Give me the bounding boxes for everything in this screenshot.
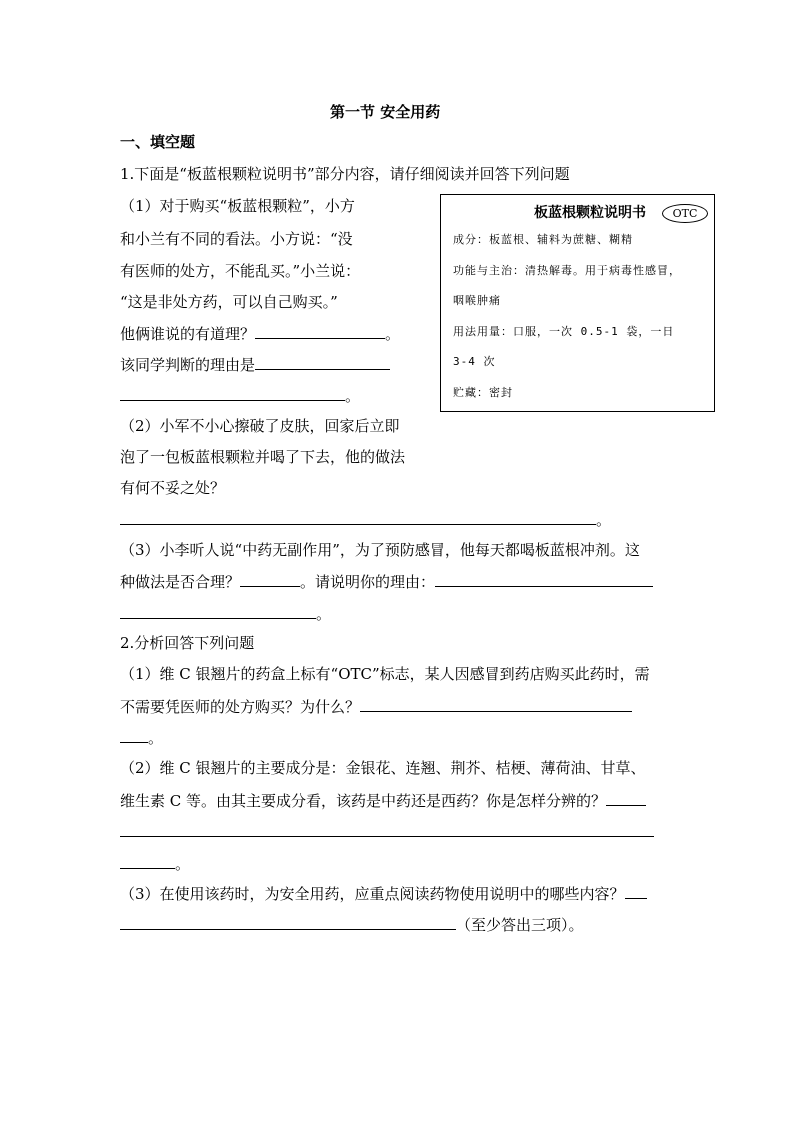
answer-blank-leaflet-2[interactable]	[120, 914, 456, 930]
page-title: 第一节 安全用药	[330, 103, 441, 121]
leaflet-title: 板蓝根颗粒说明书	[534, 205, 646, 221]
q1-1-line4: “这是非处方药，可以自己购买。”	[120, 293, 338, 311]
q2-intro: 2.分析回答下列问题	[120, 634, 255, 652]
q2-2-line3	[120, 821, 654, 842]
answer-blank-leaflet-1[interactable]	[625, 883, 647, 899]
q2-3-line1: （3）在使用该药时，为安全用药，应重点阅读药物使用说明中的哪些内容？	[120, 883, 647, 904]
answer-blank-explain-1[interactable]	[435, 571, 653, 587]
q2-2-line4: 。	[120, 853, 190, 874]
q1-1-line2: 和小兰有不同的看法。小方说：“没	[120, 230, 353, 248]
q2-3-line2: （至少答出三项）。	[120, 914, 584, 935]
q1-1-line3: 有医师的处方，不能乱买。”小兰说：	[120, 262, 361, 280]
q2-1-line2: 不需要凭医师的处方购买？为什么？	[120, 696, 632, 717]
leaflet-function-1: 功能与主治：清热解毒。用于病毒性感冒，	[453, 264, 681, 277]
q1-1-line6	[120, 354, 390, 375]
leaflet-function-2: 咽喉肿痛	[453, 294, 501, 307]
q1-1-line1: （1）对于购买“板蓝根颗粒”，小方	[120, 197, 355, 215]
q1-2-line3: 有何不妥之处？	[120, 479, 226, 497]
leaflet-dosage-1: 用法用量：口服，一次 0.5-1 袋，一日	[453, 325, 675, 338]
answer-blank-reasonable[interactable]	[240, 571, 300, 587]
q1-1-question-who: 他俩谁说的有道理？	[120, 325, 256, 343]
q1-1-line7: 。	[120, 385, 360, 406]
answer-blank-prescription-1[interactable]	[360, 696, 632, 712]
q2-1-line1: （1）维 C 银翘片的药盒上标有“OTC”标志，某人因感冒到药店购买此药时，需	[120, 665, 650, 683]
q1-1-line5: 他俩谁说的有道理？ 。	[120, 325, 401, 343]
answer-blank-improper[interactable]	[120, 509, 596, 525]
answer-blank-medicine-type-2[interactable]	[120, 821, 654, 837]
q1-2-line4: 。	[120, 509, 611, 530]
q1-3-line2: 种做法是否合理？ 。请说明你的理由：	[120, 571, 653, 592]
q1-1-question-reason: 该同学判断的理由是	[120, 356, 256, 374]
answer-blank-medicine-type-1[interactable]	[606, 790, 646, 806]
otc-badge: OTC	[662, 204, 708, 223]
q1-3-line1: （3）小李听人说“中药无副作用”，为了预防感冒，他每天都喝板蓝根冲剂。这	[120, 541, 640, 559]
answer-blank-prescription-2[interactable]	[120, 727, 148, 743]
q1-3-line3: 。	[120, 603, 331, 624]
q2-1-line3: 。	[120, 727, 163, 748]
answer-blank-medicine-type-3[interactable]	[120, 853, 175, 869]
answer-blank-reason-1[interactable]	[255, 354, 390, 370]
q1-2-line1: （2）小军不小心擦破了皮肤，回家后立即	[120, 417, 400, 435]
q1-intro: 1.下面是“板蓝根颗粒说明书”部分内容，请仔细阅读并回答下列问题	[120, 165, 570, 183]
answer-blank-who[interactable]	[255, 323, 385, 339]
section-heading-fill-in: 一、填空题	[120, 133, 196, 151]
answer-blank-reason-2[interactable]	[120, 385, 345, 401]
q2-2-line1: （2）维 C 银翘片的主要成分是：金银花、连翘、荆芥、桔梗、薄荷油、甘草、	[120, 759, 646, 777]
answer-blank-explain-2[interactable]	[120, 603, 316, 619]
leaflet-dosage-2: 3-4 次	[453, 355, 496, 368]
leaflet-storage: 贮藏：密封	[453, 386, 513, 399]
q1-2-line2: 泡了一包板蓝根颗粒并喝了下去，他的做法	[120, 448, 406, 466]
q2-2-line2: 维生素 C 等。由其主要成分看，该药是中药还是西药？你是怎样分辨的？	[120, 790, 646, 811]
leaflet-ingredients: 成分：板蓝根、辅料为蔗糖、糊精	[453, 233, 633, 246]
leaflet-box	[440, 194, 715, 412]
